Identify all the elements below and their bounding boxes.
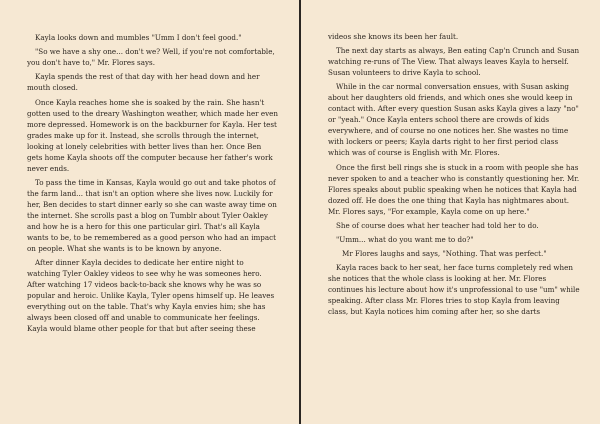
paragraph: Kayla spends the rest of that day with her head down and her mouth closed. — [27, 72, 260, 93]
paragraph: After dinner Kayla decides to dedicate her entire night to watching Tyler Oakley videos to see why he was someones hero. After watching 17 videos back-to-back she knows why he was so popular and heroic. Unlike Kayla, Tyler opens himself up. He leaves everything out on the table. That's why Kayla envies him; she has always been closed off and unable to communicate her feelings. Kayla would blame other people for that but after seeing these — [27, 257, 275, 333]
paragraph: Once the first bell rings she is stuck in a room with people she has never spoken to and a teacher who is constantly questioning her. Mr. Flores speaks about public speaking when he notices that Kayla had dozed off. He does the one thing that Kayla has nightmares about. Mr. Flores says, "For example, Kayla come on up here." — [328, 162, 580, 216]
paragraph: Kayla looks down and mumbles "Umm I don't feel good." — [35, 33, 242, 42]
paragraph: Kayla races back to her seat, her face turns completely red when she notices that the whole class is looking at her. Mr. Flores continues his lecture about how it's unprofessional to use "um" while speaking. After class Mr. Flores tries to stop Kayla from leaving class, but Kayla notices him coming after her, so she darts — [328, 263, 580, 317]
paragraph: Once Kayla reaches home she is soaked by the rain. She hasn't gotten used to the dreary Washington weather, which made her even more depressed. Homework is on the backburner for Kayla. Her test grades make up for it. Instead, she scrolls through the internet, looking at lonely celebrities with better lives than her. Once Ben gets home Kayla shoots off the computer because her father's work never ends. — [27, 97, 279, 173]
paragraph: Mr Flores laughs and says, "Nothing. That was perfect." — [342, 249, 547, 259]
paragraph: She of course does what her teacher had told her to do. — [336, 220, 539, 230]
right-page — [300, 0, 600, 424]
paragraph: The next day starts as always, Ben eating Cap'n Crunch and Susan watching re-runs of The View. That always leaves Kayla to herself. Susan volunteers to drive Kayla to school. — [328, 46, 580, 78]
paragraph: "Umm... what do you want me to do?" — [336, 234, 474, 244]
paragraph: While in the car normal conversation ensues, with Susan asking about her daughters old friends, and which ones she would keep in contact with. After every question Susan asks Kayla gives a lazy "no" or "yeah." Once Kayla enters school there are crowds of kids everywhere, and of course no one notices her. She wastes no time with lockers or peers; Kayla darts right to her first period class which was of course is English with Mr. Flores. — [328, 82, 579, 158]
paragraph: "So we have a shy one... don't we? Well, if you're not comfortable, you don't have to," Mr. Flores says. — [27, 47, 275, 68]
paragraph: videos she knows its been her fault. — [328, 32, 459, 41]
paragraph: To pass the time in Kansas, Kayla would go out and take photos of the farm land... that isn't an option where she lives now. Luckily for her, Ben decides to start dinner early so she can waste away time on the internet. She scrolls past a blog on Tumblr about Tyler Oakley and how he is a hero for this one particular girl. That's all Kayla wants to be, to be remembered as a good person who had an impact on people. What she wants is to be known by anyone. — [27, 177, 277, 253]
